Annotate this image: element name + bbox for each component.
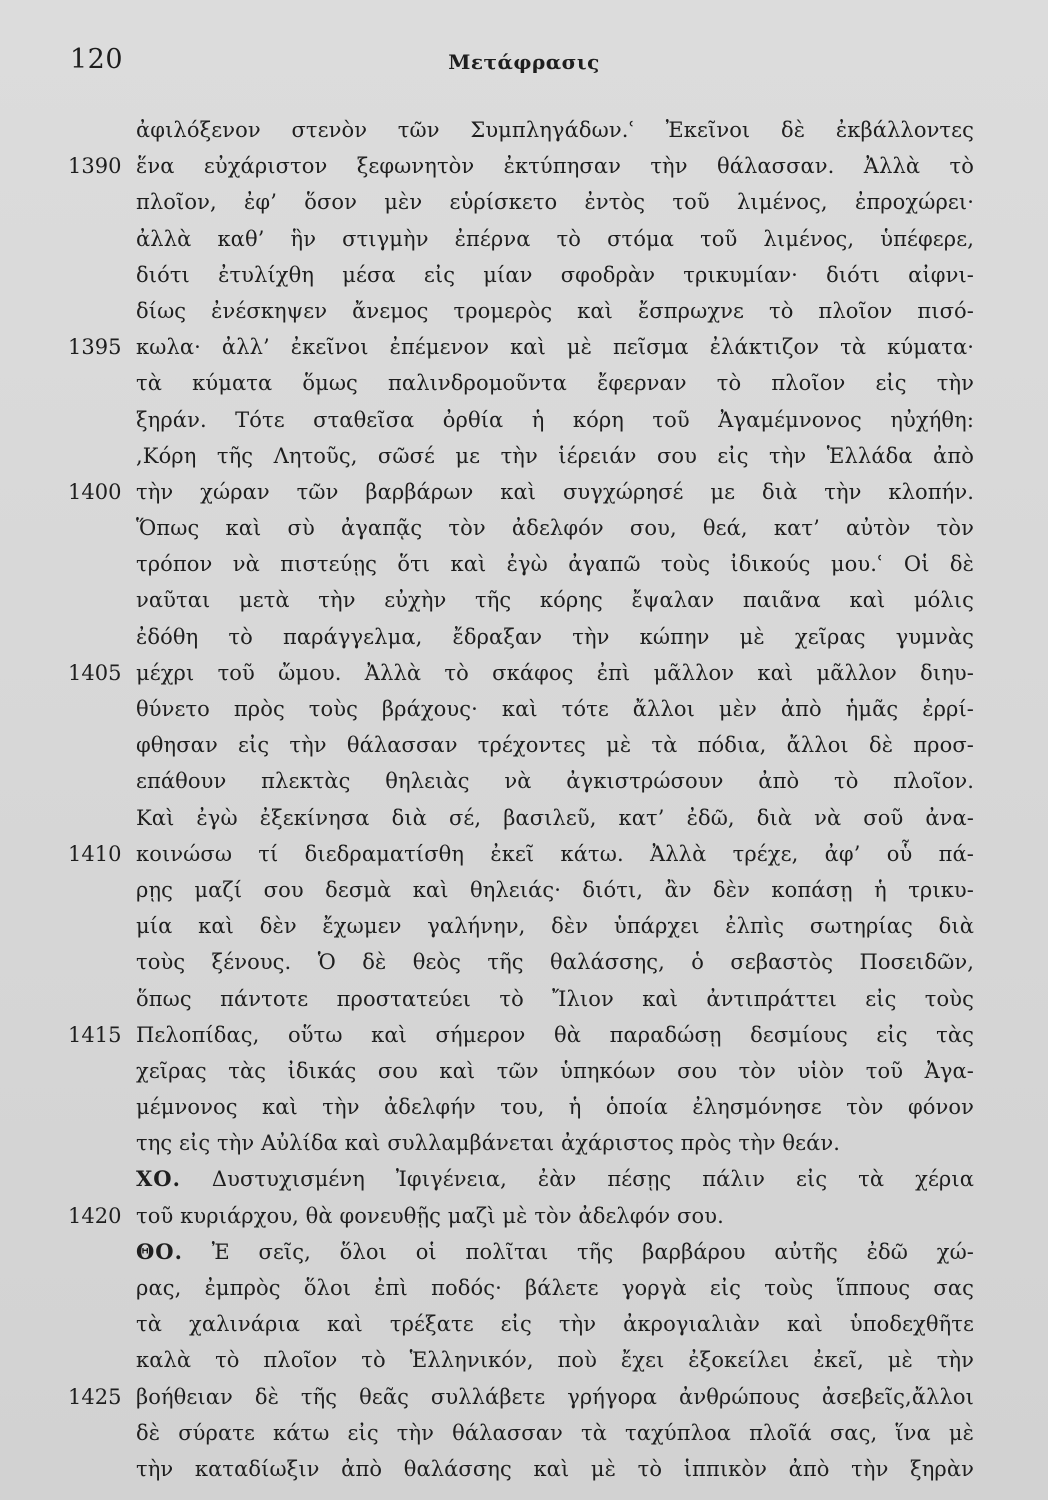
- line-text: [136, 800, 974, 836]
- line-number: 1420: [68, 1203, 122, 1228]
- line-content: Καὶ ἐγὼ ἐξεκίνησα διὰ σέ, βασιλεῦ, κατ’ ἐδῶ, διὰ νὰ σοῦ ἀνα-: [136, 805, 974, 830]
- line-number: 1390: [68, 154, 122, 179]
- text-line: [0, 221, 1048, 257]
- line-text: [136, 474, 974, 510]
- line-text: [136, 944, 974, 980]
- text-line: [0, 329, 1048, 365]
- line-content: ὅπως πάντοτε προστατεύει τὸ Ἴλιον καὶ ἀντιπράττει εἰς τοὺς: [136, 986, 974, 1011]
- text-line: [0, 1415, 1048, 1451]
- text-line: [0, 1017, 1048, 1053]
- line-number: 1415: [68, 1022, 122, 1047]
- line-content: βοήθειαν δὲ τῆς θεᾶς συλλάβετε γρήγορα ἀνθρώπους ἀσεβεῖς,ἄλλοι: [136, 1384, 974, 1409]
- line-text: [136, 1415, 974, 1451]
- line-text: [136, 510, 974, 546]
- line-number: 1395: [68, 335, 122, 360]
- line-content: Δυστυχισμένη Ἰφιγένεια, ἐὰν πέσῃς πάλιν εἰς τὰ χέρια: [211, 1167, 974, 1192]
- line-text: [136, 1306, 974, 1342]
- text-line: [0, 365, 1048, 401]
- line-text: [136, 582, 974, 618]
- line-text: [136, 1270, 974, 1306]
- text-line: [0, 944, 1048, 980]
- text-line: [0, 1306, 1048, 1342]
- text-line: [0, 546, 1048, 582]
- page-header: [0, 44, 1048, 84]
- line-number: 1410: [68, 841, 122, 866]
- text-line: [0, 1198, 1048, 1234]
- line-content: τὰ κύματα ὅμως παλινδρομοῦντα ἔφερναν τὸ πλοῖον εἰς τὴν: [136, 371, 974, 396]
- text-line: [0, 402, 1048, 438]
- text-line: [0, 257, 1048, 293]
- text-line: [0, 184, 1048, 220]
- text-line: [0, 655, 1048, 691]
- text-body: [0, 112, 1048, 1487]
- line-text: [136, 872, 974, 908]
- page-number: 120: [70, 44, 124, 75]
- line-content: ρῃς μαζί σου δεσμὰ καὶ θηλειάς· διότι, ἂν δὲν κοπάσῃ ἡ τρικυ-: [136, 877, 974, 902]
- line-content: φθησαν εἰς τὴν θάλασσαν τρέχοντες μὲ τὰ πόδια, ἄλλοι δὲ προσ-: [136, 733, 974, 758]
- text-line: [0, 1089, 1048, 1125]
- line-content: χεῖρας τὰς ἰδικάς σου καὶ τῶν ὑπηκόων σου τὸν υἱὸν τοῦ Ἀγα-: [136, 1058, 974, 1083]
- line-text: [136, 329, 974, 365]
- text-line: [0, 1161, 1048, 1197]
- text-line: [0, 1342, 1048, 1378]
- speaker-label: ΘΟ.: [136, 1238, 183, 1264]
- text-line: [0, 691, 1048, 727]
- line-content: θύνετο πρὸς τοὺς βράχους· καὶ τότε ἄλλοι μὲν ἀπὸ ἡμᾶς ἐρρί-: [136, 697, 974, 721]
- line-text: [136, 1198, 974, 1234]
- line-content: μία καὶ δὲν ἔχωμεν γαλήνην, δὲν ὑπάρχει ἐλπὶς σωτηρίας διὰ: [136, 914, 974, 939]
- text-line: [0, 1379, 1048, 1415]
- line-content: δίως ἐνέσκηψεν ἄνεμος τρομερὸς καὶ ἔσπρωχνε τὸ πλοῖον πισό-: [136, 298, 974, 323]
- line-content: τοῦ κυριάρχου, θὰ φονευθῇς μαζὶ μὲ τὸν ἀδελφόν σου.: [136, 1203, 724, 1228]
- text-line: [0, 293, 1048, 329]
- line-content: διότι ἐτυλίχθη μέσα εἰς μίαν σφοδρὰν τρικυμίαν· διότι αἰφνι-: [136, 262, 974, 287]
- line-text: [136, 1089, 974, 1125]
- text-line: [0, 1270, 1048, 1306]
- line-text: [136, 1125, 974, 1161]
- text-line: [0, 619, 1048, 655]
- line-content: ἐδόθη τὸ παράγγελμα, ἔδραξαν τὴν κώπην μὲ χεῖρας γυμνὰς: [136, 624, 974, 649]
- line-text: [136, 1451, 974, 1487]
- line-text: [136, 763, 974, 799]
- line-content: πλοῖον, ἐφ’ ὅσον μὲν εὑρίσκετο ἐντὸς τοῦ λιμένος, ἐπροχώρει·: [136, 190, 974, 215]
- text-line: [0, 872, 1048, 908]
- line-text: [136, 836, 974, 872]
- line-content: δὲ σύρατε κάτω εἰς τὴν θάλασσαν τὰ ταχύπλοα πλοῖά σας, ἵνα μὲ: [136, 1420, 974, 1445]
- text-line: [0, 1053, 1048, 1089]
- line-content: ξηράν. Τότε σταθεῖσα ὀρθία ἡ κόρη τοῦ Ἀγαμέμνονος ηὐχήθη:: [136, 407, 974, 432]
- line-text: [136, 655, 974, 691]
- line-text: [136, 1234, 974, 1270]
- line-content: ἕνα εὐχάριστον ξεφωνητὸν ἐκτύπησαν τὴν θάλασσαν. Ἀλλὰ τὸ: [136, 154, 974, 179]
- text-line: [0, 510, 1048, 546]
- line-content: τὴν χώραν τῶν βαρβάρων καὶ συγχώρησέ με διὰ τὴν κλοπήν.: [136, 479, 974, 504]
- speaker-label: ΧΟ.: [136, 1166, 181, 1192]
- text-line: [0, 148, 1048, 184]
- line-text: [136, 1379, 974, 1415]
- line-number: 1425: [68, 1384, 122, 1409]
- line-content: μέχρι τοῦ ὤμου. Ἀλλὰ τὸ σκάφος ἐπὶ μᾶλλον καὶ μᾶλλον διηυ-: [136, 660, 974, 685]
- line-text: [136, 1342, 974, 1378]
- text-line: [0, 474, 1048, 510]
- line-content: ἀλλὰ καθ’ ἣν στιγμὴν ἐπέρνα τὸ στόμα τοῦ λιμένος, ὑπέφερε,: [136, 226, 974, 251]
- line-content: καλὰ τὸ πλοῖον τὸ Ἑλληνικόν, ποὺ ἔχει ἐξοκείλει ἐκεῖ, μὲ τὴν: [136, 1348, 974, 1373]
- text-line: [0, 582, 1048, 618]
- line-text: [136, 221, 974, 257]
- text-line: [0, 1451, 1048, 1487]
- line-content: Ἐ σεῖς, ὅλοι οἱ πολῖται τῆς βαρβάρου αὐτῆς ἐδῶ χώ-: [211, 1239, 974, 1264]
- line-text: [136, 1017, 974, 1053]
- line-text: [136, 293, 974, 329]
- line-text: [136, 908, 974, 944]
- line-content: τοὺς ξένους. Ὁ δὲ θεὸς τῆς θαλάσσης, ὁ σεβαστὸς Ποσειδῶν,: [136, 950, 974, 975]
- line-content: της εἰς τὴν Αὐλίδα καὶ συλλαμβάνεται ἀχάριστος πρὸς τὴν θεάν.: [136, 1131, 841, 1156]
- text-line: [0, 112, 1048, 148]
- line-text: [136, 1053, 974, 1089]
- line-content: ρας, ἐμπρὸς ὅλοι ἐπὶ ποδός· βάλετε γοργὰ εἰς τοὺς ἵππους σας: [136, 1276, 974, 1300]
- text-line: [0, 800, 1048, 836]
- line-content: Ὅπως καὶ σὺ ἀγαπᾷς τὸν ἀδελφόν σου, θεά, κατ’ αὐτὸν τὸν: [136, 516, 974, 541]
- line-content: κοινώσω τί διεδραματίσθη ἐκεῖ κάτω. Ἀλλὰ τρέχε, ἀφ’ οὗ πά-: [136, 841, 974, 866]
- text-line: [0, 908, 1048, 944]
- line-text: [136, 546, 974, 582]
- line-text: [136, 148, 974, 184]
- line-text: [136, 691, 974, 727]
- line-content: επάθουν πλεκτὰς θηλειὰς νὰ ἀγκιστρώσουν ἀπὸ τὸ πλοῖον.: [136, 769, 974, 794]
- line-text: [136, 1161, 974, 1197]
- line-content: μέμνονος καὶ τὴν ἀδελφήν του, ἡ ὁποία ἐλησμόνησε τὸν φόνον: [136, 1095, 974, 1120]
- line-text: [136, 365, 974, 401]
- line-number: 1405: [68, 660, 122, 685]
- line-content: τὰ χαλινάρια καὶ τρέξατε εἰς τὴν ἀκρογιαλιὰν καὶ ὑποδεχθῆτε: [136, 1312, 974, 1337]
- text-line: [0, 438, 1048, 474]
- line-content: τρόπον νὰ πιστεύῃς ὅτι καὶ ἐγὼ ἀγαπῶ τοὺς ἰδικούς μου.ʿ Οἱ δὲ: [136, 552, 974, 577]
- line-text: [136, 727, 974, 763]
- text-line: [0, 981, 1048, 1017]
- line-content: τὴν καταδίωξιν ἀπὸ θαλάσσης καὶ μὲ τὸ ἱππικὸν ἀπὸ τὴν ξηρὰν: [136, 1456, 974, 1481]
- line-content: Πελοπίδας, οὕτω καὶ σήμερον θὰ παραδώσῃ δεσμίους εἰς τὰς: [136, 1022, 974, 1047]
- line-text: [136, 619, 974, 655]
- line-text: [136, 112, 974, 148]
- line-content: κωλα· ἀλλ’ ἐκεῖνοι ἐπέμενον καὶ μὲ πεῖσμα ἐλάκτιζον τὰ κύματα·: [136, 335, 974, 360]
- line-content: ἀφιλόξενον στενὸν τῶν Συμπληγάδων.ʿ Ἐκεῖνοι δὲ ἐκβάλλοντες: [136, 118, 974, 142]
- text-line: [0, 836, 1048, 872]
- text-line: [0, 727, 1048, 763]
- line-text: [136, 184, 974, 220]
- line-content: ναῦται μετὰ τὴν εὐχὴν τῆς κόρης ἔψαλαν παιᾶνα καὶ μόλις: [136, 588, 974, 613]
- text-line: [0, 1125, 1048, 1161]
- line-text: [136, 257, 974, 293]
- text-line: [0, 763, 1048, 799]
- line-text: [136, 438, 974, 474]
- line-text: [136, 402, 974, 438]
- line-content: ,Κόρη τῆς Λητοῦς, σῶσέ με τὴν ἱέρειάν σου εἰς τὴν Ἑλλάδα ἀπὸ: [136, 443, 974, 468]
- text-line: [0, 1234, 1048, 1270]
- line-number: 1400: [68, 479, 122, 504]
- line-text: [136, 981, 974, 1017]
- running-title: Μετάφρασις: [448, 50, 600, 74]
